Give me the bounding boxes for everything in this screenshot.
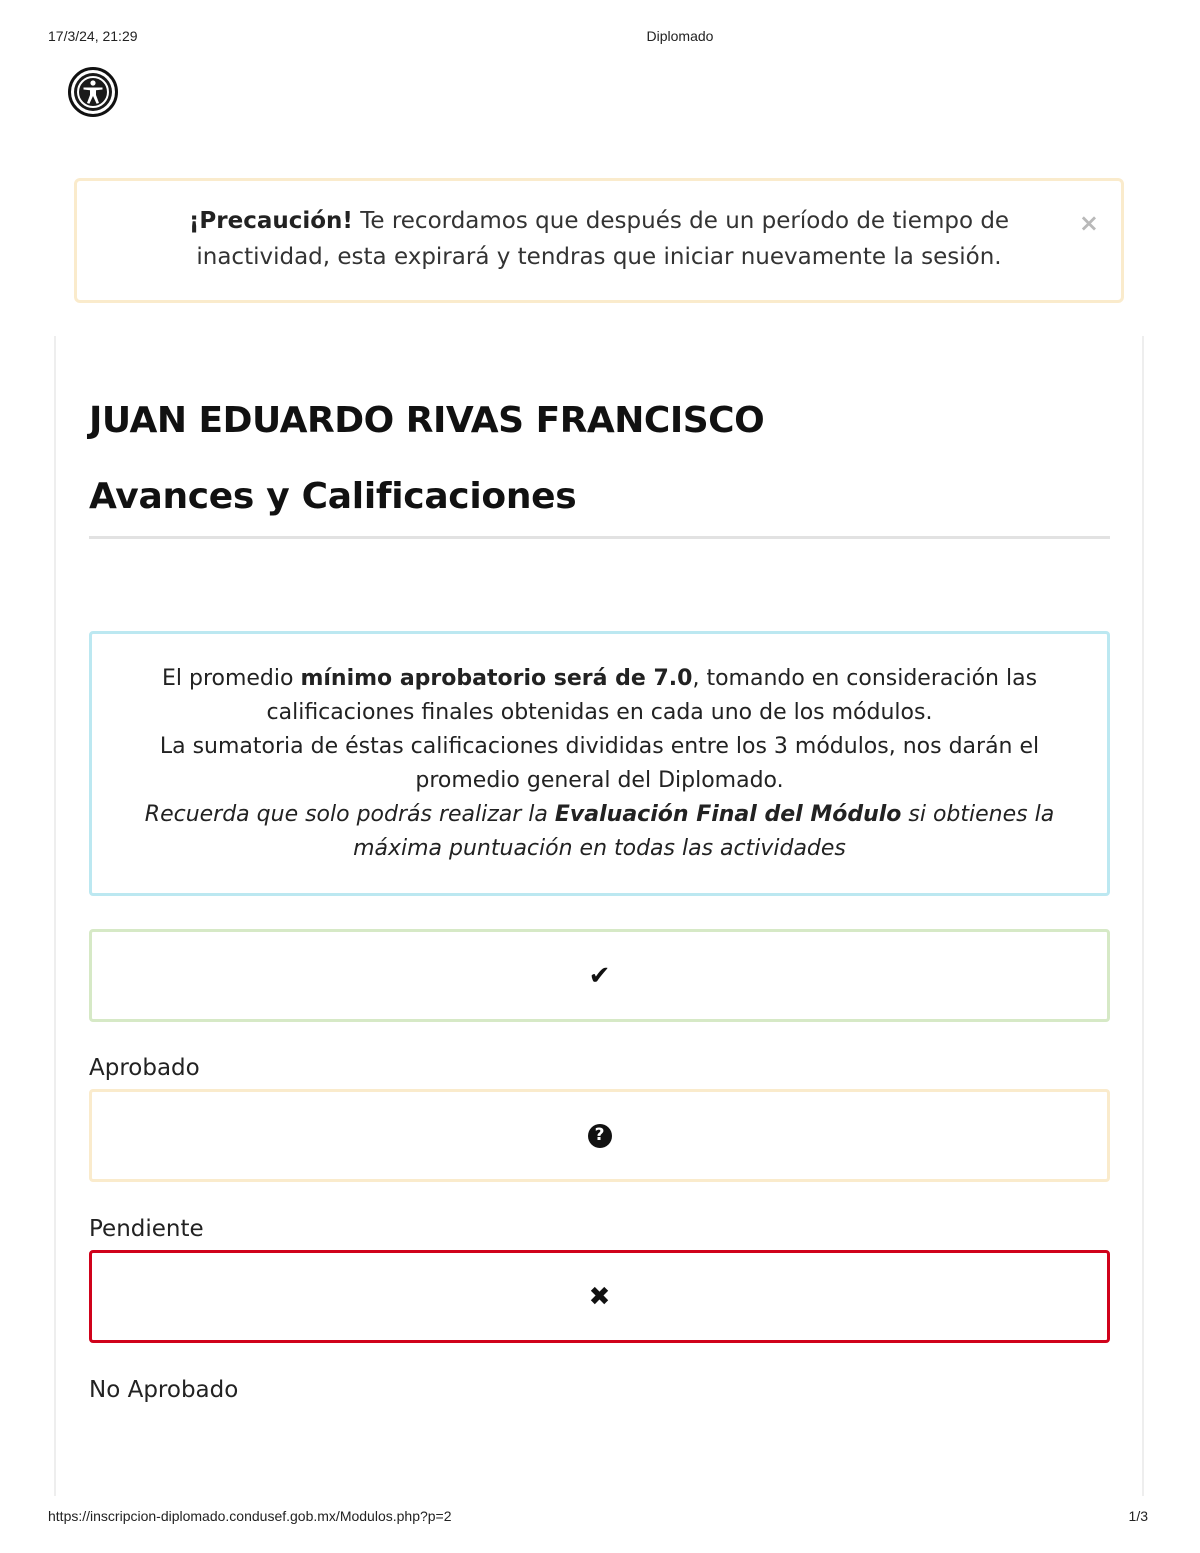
print-page-number: 1/3 <box>1128 1508 1148 1524</box>
legend-pending-box <box>89 1089 1110 1182</box>
info-highlight: mínimo aprobatorio será de 7.0 <box>300 666 693 691</box>
alert-text: Te recordamos que después de un período de tiempo de inactividad, esta expirará y tendras que iniciar nuevamente la sesión. <box>196 207 1010 270</box>
divider <box>89 536 1110 539</box>
print-footer <box>0 1508 1200 1528</box>
close-x-icon: ✖ <box>588 1281 611 1312</box>
close-icon[interactable]: × <box>1078 209 1099 237</box>
print-url: https://inscripcion-diplomado.condusef.gob.mx/Modulos.php?p=2 <box>48 1508 452 1524</box>
accessibility-button[interactable] <box>68 67 118 117</box>
legend-pending-label: Pendiente <box>89 1216 204 1242</box>
check-icon: ✔ <box>588 960 611 991</box>
print-header <box>0 28 1200 48</box>
student-name: JUAN EDUARDO RIVAS FRANCISCO <box>89 400 765 441</box>
question-circle-icon: ? <box>588 1124 612 1148</box>
panel-border-left <box>54 336 56 1496</box>
info-text: , tomando en consideración las calificaciones finales obtenidas en cada uno de los módulos. <box>266 666 1038 725</box>
info-paragraph-3 <box>120 798 1080 866</box>
info-text: si obtienes la máxima puntuación en todas las actividades <box>353 802 1055 861</box>
legend-approved-box <box>89 929 1110 1022</box>
legend-failed-label: No Aprobado <box>89 1377 239 1403</box>
grading-info-box <box>89 631 1110 896</box>
panel-border-right <box>1142 336 1144 1496</box>
info-highlight: Evaluación Final del Módulo <box>554 802 902 827</box>
print-datetime: 17/3/24, 21:29 <box>48 28 138 44</box>
accessibility-icon <box>73 72 113 112</box>
info-text: El promedio <box>161 666 301 691</box>
alert-title: ¡Precaución! <box>188 207 353 234</box>
legend-approved-label: Aprobado <box>89 1055 200 1081</box>
info-paragraph-1 <box>120 662 1080 730</box>
print-title: Diplomado <box>646 28 714 44</box>
legend-failed-box <box>89 1250 1110 1343</box>
page-title: Avances y Calificaciones <box>89 476 577 517</box>
session-warning-alert <box>74 178 1124 303</box>
alert-message <box>149 203 1049 275</box>
info-paragraph-2: La sumatoria de éstas calificaciones divididas entre los 3 módulos, nos darán el promedio general del Diplomado. <box>159 734 1040 793</box>
info-text: Recuerda que solo podrás realizar la <box>144 802 555 827</box>
